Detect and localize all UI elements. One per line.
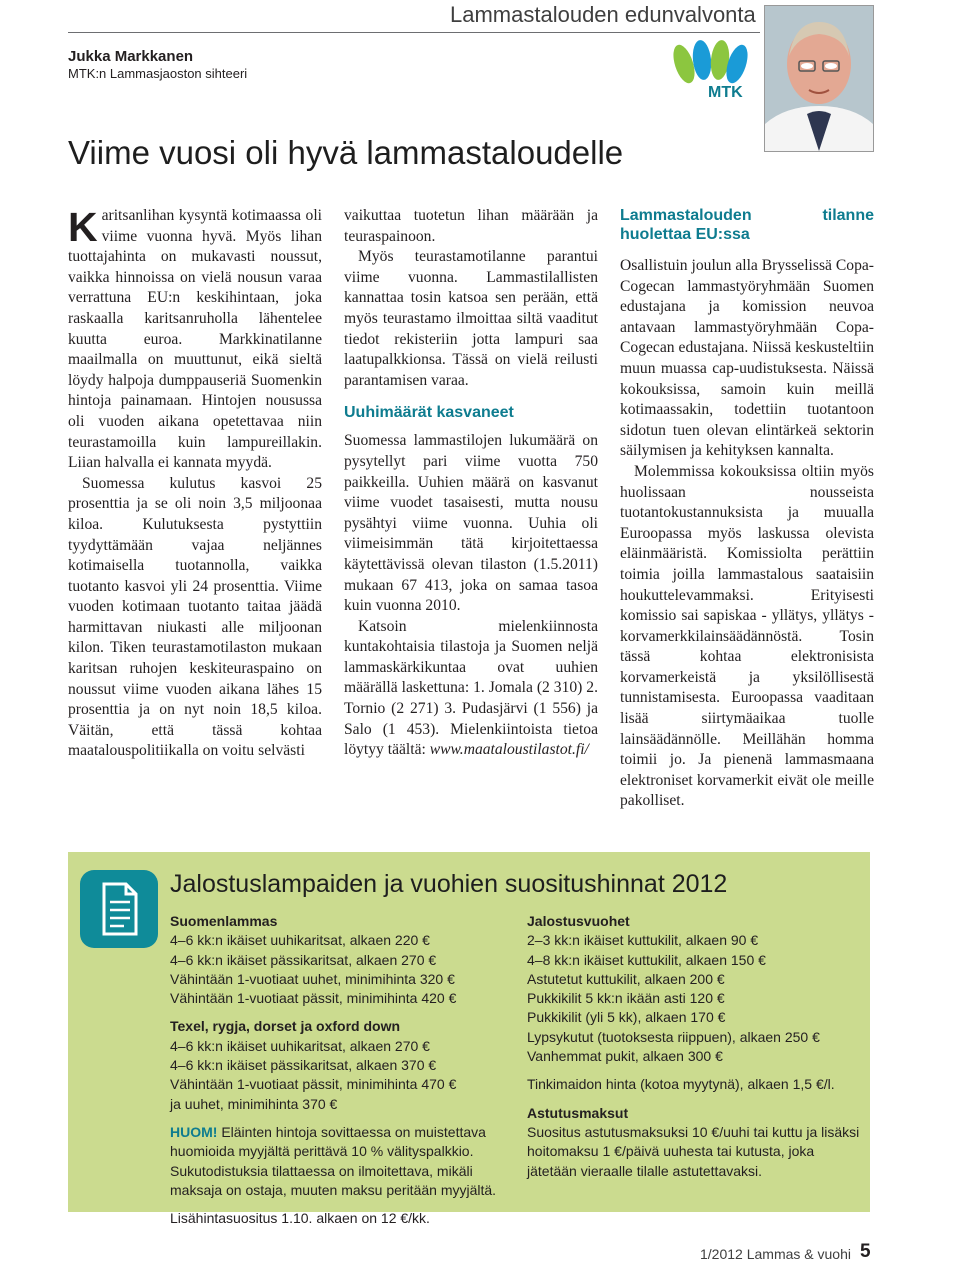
paragraph-text: aritsanlihan kysyntä kotimaassa oli viime vuonna hyvä. Myös lihan tuottajahinta on mukavasti noussut, vaikka hinnoissa on vielä nousun varaa verrattuna EU:n keskihintaan, joka raskaalla karitsanruholla lähentelee kuutta euroa. Markkinatilanne maailmalla on muuttunut, eikä sieltä löydy halpoja dumppauseriä Suomenkin hintoja painamaan. Hintojen nousussa oli vuoden aikana opetettavaa niin teurastamoilla kuin lampureillakin. Liian halvalla ei kannata myydä. [68,207,322,472]
article-column-1 [68,206,322,762]
price-item: Lypsykutut (tuotoksesta riippuen), alkaen 250 € [527,1028,820,1045]
price-item: Astutetut kuttukilit, alkaen 200 € [527,970,725,987]
price-item: 4–8 kk:n ikäiset kuttukilit, alkaen 150 € [527,951,766,968]
author-role: MTK:n Lammasjaoston sihteeri [68,66,248,81]
article-headline: Viime vuosi oli hyvä lammastaloudelle [68,134,624,171]
price-box-title: Jalostuslampaiden ja vuohien suositushinnat 2012 [170,870,728,898]
breed-heading: Texel, rygja, dorset ja oxford down [170,1018,401,1035]
section-subheading: Uuhimäärät kasvaneet [344,404,514,422]
price-item: Pukkikilit (yli 5 kk), alkaen 170 € [527,1009,726,1026]
price-item: 2–3 kk:n ikäiset kuttukilit, alkaen 90 € [527,932,759,949]
article-paragraph: Molemmissa kokouksissa oltiin myös huolissaan nousseista tuotantokustannuksista ja muualla Euroopassa myös laskussa olevista eläinmääristä. Komissiolta perättiin toimia joilla lammastalous saataisiin houkuttelevammaksi. Erityisesti komissio sai sapiskaa - yllätys, yllätys - korvamerkkilainsäädännöstä. Tosin tässä kohtaa elektronisista korvamerkeistä ja yksilöllisestä tunnistamisesta. Euroopassa vaaditaan lisää siirtymäaikaa tuolle lainsäädännölle. Meillähän homma toimii jo. Ja pienenä lammasmaana elektroniset korvamerkit eivät ole meille pakolliset. [620,462,874,810]
price-column-sheep [170,912,520,1228]
paragraph-text: Katsoin mielenkiinnosta kuntakohtaisia tilastoja ja Suomen neljä lammaskärkikuntaa ovat uuhien määrällä laskettuna: 1. Jomala (2 310) 2. Tornio (2 271) 3. Pudasjärvi (1 556) ja Salo (1 453). Mielenkiintoista tietoa löytyy täältä: [344,617,598,759]
issue-footer: 1/2012 Lammas & vuohi [700,1246,851,1262]
price-item: Vähintään 1-vuotiaat pässit, minimihinta 420 € [170,990,457,1007]
fee-text: Suositus astutusmaksuksi 10 €/uuhi tai kuttu ja lisäksi hoitomaksu 1 €/päivä uuhesta tai kutusta, joka jätetään vieraalle tilalle astutettavaksi. [527,1123,860,1179]
extra-price-note: Lisähintasuositus 1.10. alkaen on 12 €/kk. [170,1210,430,1227]
price-item: Pukkikilit 5 kk:n ikään asti 120 € [527,990,725,1007]
article-column-2 [344,206,598,761]
price-item: Vähintään 1-vuotiaat pässit, minimihinta 470 € [170,1076,457,1093]
section-title: Lammastalouden edunvalvonta [450,2,756,27]
author-name: Jukka Markkanen [68,48,194,65]
header-divider [68,32,760,33]
mtk-logo-text: MTK [708,84,743,101]
breed-heading: Suomenlammas [170,913,278,929]
note-label: HUOM! [170,1123,218,1140]
article-column-3 [620,206,874,812]
document-icon [80,870,158,948]
statistics-link[interactable]: www.maataloustilastot.fi/ [429,741,589,759]
article-paragraph: Myös teurastamotilanne parantui viime vuonna. Lammastilallisten kannattaa tosin katsoa sen perään, että myös teurastamo ilmoittaa siltä vaaditut tiedot rekisteriin jotta lampuri saa laatupalkkionsa. Tässä on vielä reilusti parantamisen varaa. [344,248,598,389]
article-paragraph: Suomessa kulutus kasvoi 25 prosenttia ja se oli noin 3,5 miljoonaa kiloa. Kulutuksesta pystyttiin tyydyttämään vajaa neljännes kotimaisella tuotannolla, vaikka tuotanto kasvoi yli 24 prosenttia. Viime vuoden kotimaan tuotanto taitaa jäädä harmittavan niukasti alle miljoonan kilon. Tiken teurastamotilaston mukaan karitsan ruhojen keskiteuraspaino on noussut viime vuoden aikana lähes 15 prosenttia ja on nyt noin 18,5 kiloa. Väitän, että tässä kohtaa maatalouspolitiikalla on voitu selvästi [68,474,322,760]
price-item: 4–6 kk:n ikäiset pässikaritsat, alkaen 270 € [170,951,437,968]
milk-price: Tinkimaidon hinta (kotoa myytynä), alkaen 1,5 €/l. [527,1076,835,1093]
price-item: Vähintään 1-vuotiaat uuhet, minimihinta 320 € [170,970,455,987]
breed-heading: Jalostusvuohet [527,913,630,929]
article-paragraph [344,617,598,761]
section-subheading: Lammastalouden tilanne huolettaa EU:ssa [620,207,874,243]
note-text: Eläinten hintoja sovittaessa on muistettava huomioida myyjältä perittävä 10 % välityspalkkio. Sukutodistuksia tilattaessa on ilmoitettava, mikäli maksaja on ostaja, muuten maksu peritään myyjältä. [170,1123,497,1198]
price-item: Vanhemmat pukit, alkaen 300 € [527,1048,723,1065]
drop-cap: K [68,204,98,250]
article-paragraph: vaikuttaa tuotetun lihan määrään ja teuraspainoon. [344,207,598,245]
article-paragraph: Osallistuin joulun alla Brysselissä Copa-Cogecan lammastyöryhmään Suomen edustajana ja komission neuvoa antavaan lammastyöryhmään Copa-Cogecan edustajana. Niissä keskusteltiin muun muassa cap-uudistuksesta. Näissä kokouksissa, samoin kuin meillä kotimaassakin, todettiin tuotantoon sidotun tuen olevan elintärkeä sektorin säilymisen ja kehityksen kannalta. [620,257,874,460]
article-paragraph [68,206,322,474]
price-item: ja uuhet, minimihinta 370 € [170,1095,338,1112]
author-photo [764,5,874,152]
price-item: 4–6 kk:n ikäiset uuhikaritsat, alkaen 270 € [170,1037,430,1054]
price-column-goats [527,912,862,1181]
fee-heading: Astutusmaksut [527,1104,629,1121]
mtk-logo [670,40,750,110]
portrait-image [765,6,873,151]
price-item: 4–6 kk:n ikäiset pässikaritsat, alkaen 370 € [170,1057,437,1074]
price-item: 4–6 kk:n ikäiset uuhikaritsat, alkaen 220 € [170,932,430,949]
page-number: 5 [860,1241,871,1262]
article-paragraph: Suomessa lammastilojen lukumäärä on pysytellyt pari viime vuotta 750 paikkeilla. Uuhien määrä on kasvanut viime vuodet tasaisesti, mutta nousu pysähtyi viime vuonna. Uuhia oli viimeisimmän tätä kirjoitettaessa käytettävissä olevan tilaston (1.5.2011) mukaan 67 413, joka on samaa tasoa kuin vuonna 2010. [344,432,598,615]
commission-note [170,1123,520,1200]
